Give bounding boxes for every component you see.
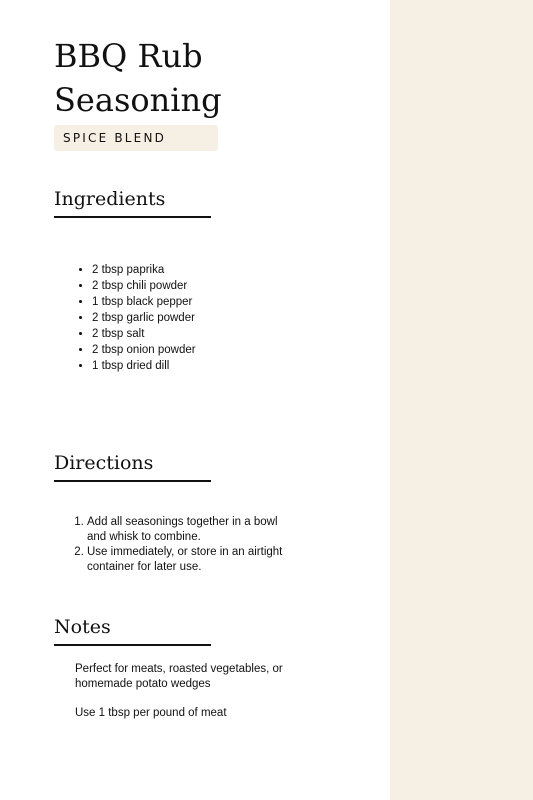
ingredients-heading: Ingredients bbox=[54, 188, 211, 218]
notes-body bbox=[75, 662, 305, 735]
category-tag: SPICE BLEND bbox=[54, 125, 218, 151]
notes-heading: Notes bbox=[54, 616, 211, 646]
ingredient-item: • 1 tbsp black pepper bbox=[92, 294, 196, 310]
ingredient-item: • 2 tbsp paprika bbox=[92, 262, 196, 278]
direction-list bbox=[76, 515, 287, 575]
direction-step: 1. Add all seasonings together in a bowl and whisk to combine. bbox=[87, 515, 287, 545]
ingredient-item: • 2 tbsp chili powder bbox=[92, 278, 196, 294]
note-text: Perfect for meats, roasted vegetables, or homemade potato wedges bbox=[75, 663, 283, 690]
note-text: Use 1 tbsp per pound of meat bbox=[75, 707, 227, 719]
directions-heading: Directions bbox=[54, 452, 211, 482]
ingredient-list bbox=[74, 262, 196, 374]
ingredient-item: • 2 tbsp salt bbox=[92, 326, 196, 342]
ingredient-item: • 1 tbsp dried dill bbox=[92, 358, 196, 374]
recipe-title: BBQ Rub Seasoning bbox=[54, 37, 222, 119]
ingredient-item: • 2 tbsp garlic powder bbox=[92, 310, 196, 326]
side-decor-panel bbox=[390, 0, 533, 800]
direction-step: 2. Use immediately, or store in an airtight container for later use. bbox=[87, 545, 287, 575]
ingredient-item: • 2 tbsp onion powder bbox=[92, 342, 196, 358]
